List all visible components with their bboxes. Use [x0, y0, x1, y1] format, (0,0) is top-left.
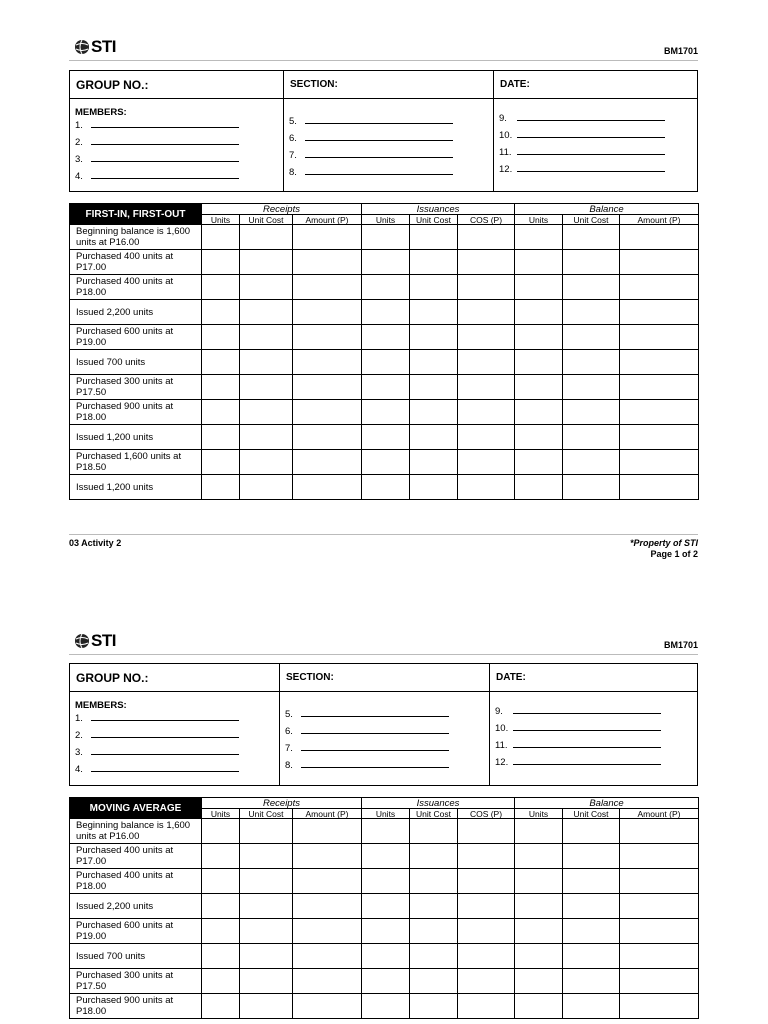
fifo-table [69, 203, 699, 500]
group-header-issuances: Issuances [362, 798, 515, 809]
entry-cell[interactable] [202, 225, 240, 250]
section-label: SECTION: [284, 71, 494, 98]
members-col-1 [70, 692, 280, 786]
entry-cell[interactable] [240, 944, 293, 969]
column-header: Unit Cost [410, 809, 458, 819]
entry-cell[interactable] [515, 894, 563, 919]
column-header: Units [515, 215, 563, 225]
member-line[interactable]: 1. [75, 119, 283, 131]
table-row [70, 275, 699, 300]
column-header: Units [202, 809, 240, 819]
entry-cell[interactable] [620, 225, 699, 250]
group-header-issuances: Issuances [362, 204, 515, 215]
member-line[interactable]: 3. [75, 741, 279, 758]
entry-cell[interactable] [458, 844, 515, 869]
entry-cell[interactable] [202, 894, 240, 919]
column-header: Units [515, 809, 563, 819]
entry-cell[interactable] [620, 894, 699, 919]
entry-cell[interactable] [620, 869, 699, 894]
column-header: Amount (P) [620, 215, 699, 225]
entry-cell[interactable] [563, 300, 620, 325]
entry-cell[interactable] [410, 225, 458, 250]
entry-cell[interactable] [563, 250, 620, 275]
member-line[interactable]: 6. [289, 127, 493, 144]
entry-cell[interactable] [515, 375, 563, 400]
entry-cell[interactable] [202, 275, 240, 300]
entry-cell[interactable] [240, 894, 293, 919]
entry-cell[interactable] [458, 450, 515, 475]
entry-cell[interactable] [620, 425, 699, 450]
member-line[interactable]: 2. [75, 131, 283, 148]
transaction-description: Issued 1,200 units [70, 475, 202, 500]
entry-cell[interactable] [410, 450, 458, 475]
entry-cell[interactable] [293, 894, 362, 919]
column-header: Unit Cost [240, 215, 293, 225]
entry-cell[interactable] [515, 350, 563, 375]
entry-cell[interactable] [293, 275, 362, 300]
entry-cell[interactable] [362, 919, 410, 944]
group-header-receipts: Receipts [202, 798, 362, 809]
entry-cell[interactable] [563, 450, 620, 475]
entry-cell[interactable] [240, 350, 293, 375]
entry-cell[interactable] [202, 869, 240, 894]
entry-cell[interactable] [410, 819, 458, 844]
entry-cell[interactable] [563, 894, 620, 919]
method-title: MOVING AVERAGE [70, 798, 202, 819]
entry-cell[interactable] [458, 944, 515, 969]
entry-cell[interactable] [563, 325, 620, 350]
entry-cell[interactable] [620, 450, 699, 475]
group-no-label: GROUP NO.: [70, 664, 280, 691]
members-col-2 [284, 99, 494, 192]
entry-cell[interactable] [240, 375, 293, 400]
entry-cell[interactable] [293, 400, 362, 425]
entry-cell[interactable] [563, 475, 620, 500]
entry-cell[interactable] [293, 325, 362, 350]
transaction-description: Purchased 400 units at P18.00 [70, 869, 202, 894]
member-line[interactable]: 12. [499, 158, 697, 175]
entry-cell[interactable] [563, 375, 620, 400]
entry-cell[interactable] [458, 300, 515, 325]
entry-cell[interactable] [202, 400, 240, 425]
member-line[interactable]: 6. [285, 720, 489, 737]
column-header: Unit Cost [240, 809, 293, 819]
transaction-description: Purchased 600 units at P19.00 [70, 325, 202, 350]
entry-cell[interactable] [202, 969, 240, 994]
transaction-description: Beginning balance is 1,600 units at P16.00 [70, 819, 202, 844]
logo-text: STI [91, 631, 116, 650]
entry-cell[interactable] [240, 300, 293, 325]
method-title: FIRST-IN, FIRST-OUT [70, 204, 202, 225]
header-rule [69, 60, 698, 61]
entry-cell[interactable] [202, 475, 240, 500]
group-header-balance: Balance [515, 204, 699, 215]
transaction-description: Issued 700 units [70, 944, 202, 969]
table-row [70, 375, 699, 400]
column-header: Amount (P) [293, 215, 362, 225]
entry-cell[interactable] [458, 350, 515, 375]
entry-cell[interactable] [515, 300, 563, 325]
entry-cell[interactable] [515, 944, 563, 969]
member-line[interactable]: 8. [285, 754, 489, 771]
column-header: Unit Cost [563, 215, 620, 225]
entry-cell[interactable] [458, 275, 515, 300]
entry-cell[interactable] [410, 425, 458, 450]
moving-average-table [69, 797, 699, 1019]
transaction-description: Purchased 600 units at P19.00 [70, 919, 202, 944]
entry-cell[interactable] [362, 275, 410, 300]
table-row [70, 844, 699, 869]
member-line[interactable]: 4. [75, 165, 283, 182]
date-label: DATE: [500, 79, 530, 90]
entry-cell[interactable] [515, 400, 563, 425]
entry-cell[interactable] [410, 325, 458, 350]
column-header: COS (P) [458, 215, 515, 225]
transaction-description: Issued 1,200 units [70, 425, 202, 450]
group-info-box [69, 663, 698, 786]
entry-cell[interactable] [240, 250, 293, 275]
column-header: Unit Cost [563, 809, 620, 819]
entry-cell[interactable] [563, 969, 620, 994]
transaction-description: Purchased 900 units at P18.00 [70, 994, 202, 1019]
entry-cell[interactable] [293, 350, 362, 375]
entry-cell[interactable] [458, 325, 515, 350]
entry-cell[interactable] [410, 944, 458, 969]
entry-cell[interactable] [620, 969, 699, 994]
transaction-description: Purchased 300 units at P17.50 [70, 969, 202, 994]
entry-cell[interactable] [240, 325, 293, 350]
entry-cell[interactable] [240, 919, 293, 944]
entry-cell[interactable] [410, 375, 458, 400]
entry-cell[interactable] [620, 819, 699, 844]
entry-cell[interactable] [620, 475, 699, 500]
entry-cell[interactable] [458, 225, 515, 250]
member-line[interactable]: 1. [75, 712, 279, 724]
entry-cell[interactable] [240, 450, 293, 475]
entry-cell[interactable] [410, 350, 458, 375]
entry-cell[interactable] [458, 894, 515, 919]
entry-cell[interactable] [362, 869, 410, 894]
footer-activity: 03 Activity 2 [69, 538, 122, 548]
table-row [70, 994, 699, 1019]
entry-cell[interactable] [410, 969, 458, 994]
entry-cell[interactable] [362, 375, 410, 400]
member-line[interactable]: 5. [285, 703, 489, 720]
entry-cell[interactable] [515, 969, 563, 994]
entry-cell[interactable] [362, 400, 410, 425]
transaction-description: Purchased 400 units at P17.00 [70, 844, 202, 869]
transaction-description: Issued 2,200 units [70, 894, 202, 919]
member-line[interactable]: 7. [289, 144, 493, 161]
entry-cell[interactable] [563, 944, 620, 969]
entry-cell[interactable] [515, 819, 563, 844]
member-line[interactable]: 9. [499, 107, 697, 124]
entry-cell[interactable] [563, 844, 620, 869]
members-col-2 [280, 692, 490, 786]
entry-cell[interactable] [563, 869, 620, 894]
transaction-description: Purchased 300 units at P17.50 [70, 375, 202, 400]
entry-cell[interactable] [293, 450, 362, 475]
member-line[interactable]: 8. [289, 161, 493, 178]
entry-cell[interactable] [293, 225, 362, 250]
entry-cell[interactable] [620, 844, 699, 869]
entry-cell[interactable] [293, 819, 362, 844]
column-header: Amount (P) [620, 809, 699, 819]
entry-cell[interactable] [515, 225, 563, 250]
section-label: SECTION: [280, 664, 490, 691]
transaction-description: Beginning balance is 1,600 units at P16.00 [70, 225, 202, 250]
entry-cell[interactable] [362, 225, 410, 250]
entry-cell[interactable] [563, 225, 620, 250]
members-col-1 [70, 99, 284, 192]
member-line[interactable]: 4. [75, 758, 279, 775]
entry-cell[interactable] [202, 425, 240, 450]
entry-cell[interactable] [410, 894, 458, 919]
members-col-3 [494, 99, 697, 192]
table-row [70, 325, 699, 350]
table-row [70, 894, 699, 919]
table-row [70, 225, 699, 250]
entry-cell[interactable] [410, 275, 458, 300]
column-header: Units [362, 215, 410, 225]
entry-cell[interactable] [410, 400, 458, 425]
group-header-receipts: Receipts [202, 204, 362, 215]
entry-cell[interactable] [620, 275, 699, 300]
entry-cell[interactable] [202, 325, 240, 350]
column-header: COS (P) [458, 809, 515, 819]
entry-cell[interactable] [240, 994, 293, 1019]
date-label: DATE: [496, 672, 526, 683]
entry-cell[interactable] [202, 450, 240, 475]
entry-cell[interactable] [362, 969, 410, 994]
transaction-description: Purchased 900 units at P18.00 [70, 400, 202, 425]
members-col-3 [490, 692, 697, 786]
transaction-description: Issued 2,200 units [70, 300, 202, 325]
entry-cell[interactable] [458, 400, 515, 425]
entry-cell[interactable] [240, 869, 293, 894]
entry-cell[interactable] [410, 919, 458, 944]
entry-cell[interactable] [202, 819, 240, 844]
entry-cell[interactable] [362, 844, 410, 869]
entry-cell[interactable] [293, 994, 362, 1019]
entry-cell[interactable] [202, 300, 240, 325]
document-code: BM1701 [663, 640, 698, 650]
group-header-balance: Balance [515, 798, 699, 809]
entry-cell[interactable] [240, 225, 293, 250]
entry-cell[interactable] [620, 919, 699, 944]
member-line[interactable]: 5. [289, 110, 493, 127]
logo-text: STI [91, 37, 116, 56]
entry-cell[interactable] [362, 250, 410, 275]
transaction-description: Purchased 400 units at P17.00 [70, 250, 202, 275]
entry-cell[interactable] [240, 844, 293, 869]
entry-cell[interactable] [202, 250, 240, 275]
entry-cell[interactable] [202, 844, 240, 869]
footer-property [630, 538, 698, 560]
entry-cell[interactable] [293, 919, 362, 944]
property-text: *Property of STI [629, 538, 698, 548]
document-code: BM1701 [663, 46, 698, 56]
entry-cell[interactable] [410, 994, 458, 1019]
entry-cell[interactable] [515, 475, 563, 500]
entry-cell[interactable] [410, 250, 458, 275]
table-row [70, 450, 699, 475]
entry-cell[interactable] [458, 375, 515, 400]
entry-cell[interactable] [515, 994, 563, 1019]
member-line[interactable]: 7. [285, 737, 489, 754]
entry-cell[interactable] [620, 350, 699, 375]
entry-cell[interactable] [293, 375, 362, 400]
member-line[interactable]: 11. [499, 141, 697, 158]
entry-cell[interactable] [458, 819, 515, 844]
transaction-description: Issued 700 units [70, 350, 202, 375]
member-line[interactable]: 2. [75, 724, 279, 741]
entry-cell[interactable] [563, 350, 620, 375]
entry-cell[interactable] [515, 325, 563, 350]
entry-cell[interactable] [620, 994, 699, 1019]
entry-cell[interactable] [515, 250, 563, 275]
members-label: MEMBERS: [75, 700, 127, 711]
sti-logo [74, 631, 116, 651]
entry-cell[interactable] [620, 400, 699, 425]
entry-cell[interactable] [620, 250, 699, 275]
table-row [70, 869, 699, 894]
entry-cell[interactable] [563, 994, 620, 1019]
entry-cell[interactable] [410, 475, 458, 500]
entry-cell[interactable] [293, 944, 362, 969]
entry-cell[interactable] [563, 425, 620, 450]
entry-cell[interactable] [202, 919, 240, 944]
entry-cell[interactable] [240, 275, 293, 300]
member-line[interactable]: 3. [75, 148, 283, 165]
page-number: Page 1 of 2 [650, 549, 698, 559]
entry-cell[interactable] [515, 425, 563, 450]
entry-cell[interactable] [458, 475, 515, 500]
group-no-label: GROUP NO.: [70, 71, 284, 98]
entry-cell[interactable] [362, 475, 410, 500]
entry-cell[interactable] [293, 250, 362, 275]
entry-cell[interactable] [362, 450, 410, 475]
table-row [70, 475, 699, 500]
table-row [70, 944, 699, 969]
entry-cell[interactable] [620, 375, 699, 400]
entry-cell[interactable] [620, 944, 699, 969]
entry-cell[interactable] [362, 944, 410, 969]
entry-cell[interactable] [410, 300, 458, 325]
group-info-box [69, 70, 698, 192]
member-line[interactable]: 12. [495, 751, 697, 768]
footer-rule [69, 534, 698, 535]
entry-cell[interactable] [515, 844, 563, 869]
entry-cell[interactable] [202, 375, 240, 400]
entry-cell[interactable] [293, 425, 362, 450]
entry-cell[interactable] [515, 450, 563, 475]
entry-cell[interactable] [293, 844, 362, 869]
entry-cell[interactable] [293, 300, 362, 325]
member-line[interactable]: 10. [495, 717, 697, 734]
table-row [70, 819, 699, 844]
entry-cell[interactable] [458, 994, 515, 1019]
entry-cell[interactable] [458, 919, 515, 944]
entry-cell[interactable] [240, 475, 293, 500]
transaction-description: Purchased 400 units at P18.00 [70, 275, 202, 300]
entry-cell[interactable] [293, 475, 362, 500]
entry-cell[interactable] [515, 919, 563, 944]
table-row [70, 250, 699, 275]
entry-cell[interactable] [240, 819, 293, 844]
column-header: Units [202, 215, 240, 225]
globe-icon [74, 39, 90, 55]
entry-cell[interactable] [202, 350, 240, 375]
entry-cell[interactable] [362, 994, 410, 1019]
entry-cell[interactable] [563, 819, 620, 844]
entry-cell[interactable] [515, 869, 563, 894]
entry-cell[interactable] [240, 425, 293, 450]
entry-cell[interactable] [620, 325, 699, 350]
entry-cell[interactable] [458, 869, 515, 894]
entry-cell[interactable] [458, 969, 515, 994]
entry-cell[interactable] [362, 300, 410, 325]
table-row [70, 350, 699, 375]
entry-cell[interactable] [362, 325, 410, 350]
sti-logo [74, 37, 116, 57]
entry-cell[interactable] [293, 869, 362, 894]
entry-cell[interactable] [458, 250, 515, 275]
entry-cell[interactable] [515, 275, 563, 300]
table-row [70, 400, 699, 425]
entry-cell[interactable] [563, 275, 620, 300]
column-header: Units [362, 809, 410, 819]
entry-cell[interactable] [458, 425, 515, 450]
table-row [70, 300, 699, 325]
entry-cell[interactable] [362, 350, 410, 375]
member-line[interactable]: 11. [495, 734, 697, 751]
member-line[interactable]: 10. [499, 124, 697, 141]
entry-cell[interactable] [563, 919, 620, 944]
entry-cell[interactable] [293, 969, 362, 994]
entry-cell[interactable] [362, 425, 410, 450]
entry-cell[interactable] [240, 969, 293, 994]
table-row [70, 969, 699, 994]
entry-cell[interactable] [620, 300, 699, 325]
table-row [70, 919, 699, 944]
table-row [70, 425, 699, 450]
entry-cell[interactable] [410, 869, 458, 894]
entry-cell[interactable] [410, 844, 458, 869]
members-label: MEMBERS: [75, 107, 127, 118]
entry-cell[interactable] [202, 994, 240, 1019]
globe-icon [74, 633, 90, 649]
transaction-description: Purchased 1,600 units at P18.50 [70, 450, 202, 475]
entry-cell[interactable] [563, 400, 620, 425]
entry-cell[interactable] [362, 819, 410, 844]
entry-cell[interactable] [240, 400, 293, 425]
entry-cell[interactable] [362, 894, 410, 919]
header-rule [69, 654, 698, 655]
entry-cell[interactable] [202, 944, 240, 969]
column-header: Unit Cost [410, 215, 458, 225]
column-header: Amount (P) [293, 809, 362, 819]
member-line[interactable]: 9. [495, 700, 697, 717]
